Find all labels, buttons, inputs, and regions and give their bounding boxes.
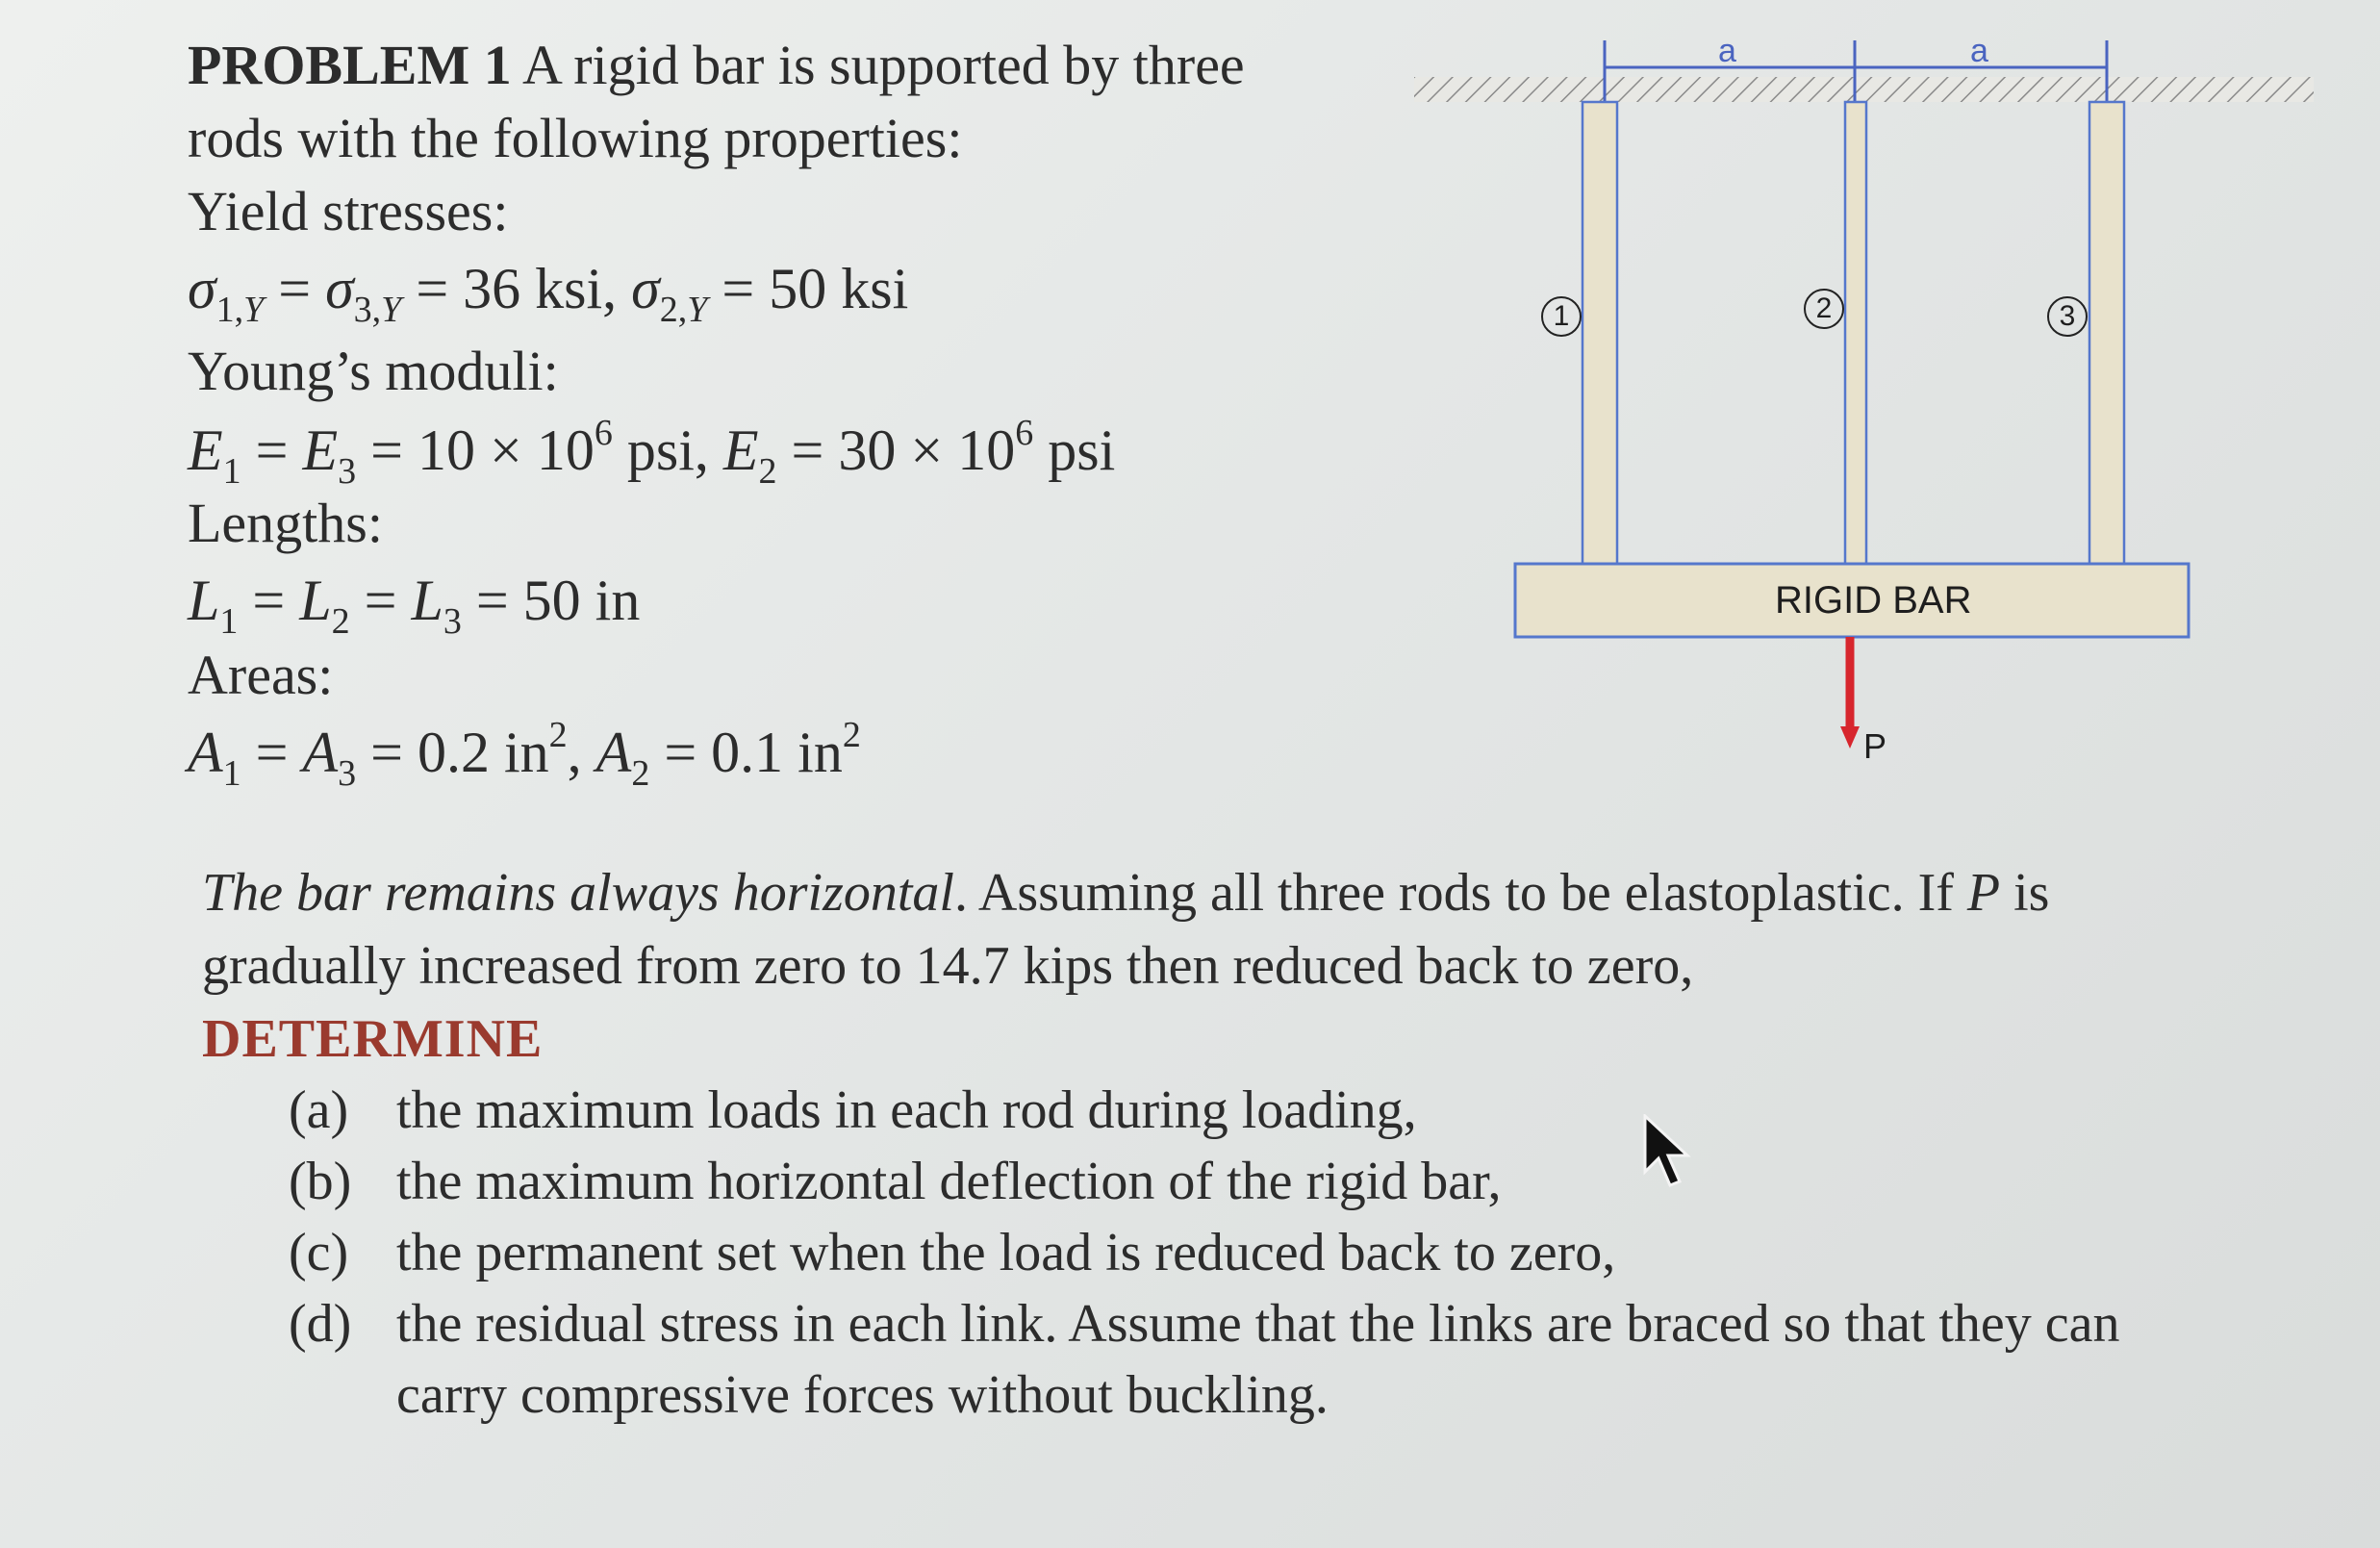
area-value-2: = 0.1 in <box>664 721 843 784</box>
statement-italic: The bar remains always horizontal <box>202 863 954 923</box>
rod-2 <box>1845 102 1866 564</box>
list-item <box>289 1147 1502 1216</box>
lengths-equation: $L_1 = L_2 = L_3 = 50$ in <box>188 569 641 642</box>
item-d-continuation: carry compressive forces without buckling. <box>396 1365 1329 1425</box>
modulus-exp-1: 6 <box>594 413 613 453</box>
item-text: the maximum horizontal deflection of the rigid bar, <box>396 1152 1502 1211</box>
load-arrow-head <box>1840 726 1860 749</box>
modulus-value-2: = 30 × 10 <box>791 419 1016 482</box>
rigid-bar-diagram <box>1414 19 2328 770</box>
rod-3 <box>2089 102 2124 564</box>
areas-equation: $A_1 = A_3 = 0.2$ $in^2$, $A_2 = 0.1$ $in^2$ <box>188 715 861 794</box>
item-label: (d) <box>289 1294 352 1354</box>
yield-value-1: = 36 ksi, <box>416 257 618 320</box>
rod-3-number: 3 <box>2047 296 2088 337</box>
item-label: (a) <box>289 1080 349 1140</box>
item-text: the permanent set when the load is reduced back to zero, <box>396 1223 1616 1282</box>
diagram-drawing <box>1414 19 2328 770</box>
problem-intro-line-1 <box>188 29 1245 102</box>
dimension-label-left: a <box>1718 33 1736 69</box>
modulus-exp-2: 6 <box>1015 413 1034 453</box>
length-value: = 50 in <box>475 569 641 632</box>
intro-text-1: A rigid bar is supported by three <box>522 34 1245 96</box>
determine-heading: DETERMINE <box>202 1009 544 1069</box>
modulus-unit-2: psi <box>1048 419 1116 482</box>
yield-value-2: = 50 ksi <box>722 257 909 320</box>
dimension-label-right: a <box>1970 33 1988 69</box>
modulus-unit-1: psi, <box>626 419 709 482</box>
statement-line-1-end: is <box>2013 863 2050 923</box>
problem-title: PROBLEM 1 <box>188 34 512 96</box>
item-text: the residual stress in each link. Assume that the links are braced so that they can <box>396 1294 2120 1354</box>
statement-line-2: gradually increased from zero to 14.7 kips then reduced back to zero, <box>202 936 1694 996</box>
moduli-equation: $E_1 = E_3 = 10 \times 10^6$ psi, $E_2 = 30 \times 10^6$ psi <box>188 413 1116 492</box>
intro-text-2: rods with the following properties: <box>188 107 963 169</box>
lengths-heading: Lengths: <box>188 492 383 554</box>
load-label: P <box>1863 726 1887 766</box>
item-label: (c) <box>289 1223 349 1282</box>
ceiling-support <box>1414 77 2314 102</box>
list-item <box>289 1289 2119 1358</box>
statement-line-1-text: . Assuming all three rods to be elastoplastic. If <box>953 863 1954 923</box>
item-text: the maximum loads in each rod during loading, <box>396 1080 1417 1140</box>
modulus-value-1: = 10 × 10 <box>370 419 595 482</box>
load-symbol: P <box>1966 863 2001 923</box>
area-value-1: = 0.2 in <box>370 721 549 784</box>
moduli-heading: Young’s moduli: <box>188 340 559 402</box>
area-exp-2: 2 <box>842 715 861 755</box>
rod-1 <box>1582 102 1617 564</box>
yield-equation: $\sigma_{1,Y} = \sigma_{3,Y} = 36$ ksi, $\sigma_{2,Y} = 50$ ksi <box>188 257 909 330</box>
areas-heading: Areas: <box>188 644 334 706</box>
area-exp-1: 2 <box>548 715 568 755</box>
rod-1-number: 1 <box>1541 296 1582 337</box>
rod-2-number: 2 <box>1804 289 1844 329</box>
list-item <box>289 1076 1417 1145</box>
yield-heading: Yield stresses: <box>188 180 509 242</box>
item-label: (b) <box>289 1152 352 1211</box>
statement-line-1 <box>202 856 2049 929</box>
list-item <box>289 1218 1615 1287</box>
rigid-bar-label: RIGID BAR <box>1775 579 1972 622</box>
mouse-pointer-icon <box>1641 1114 1699 1191</box>
